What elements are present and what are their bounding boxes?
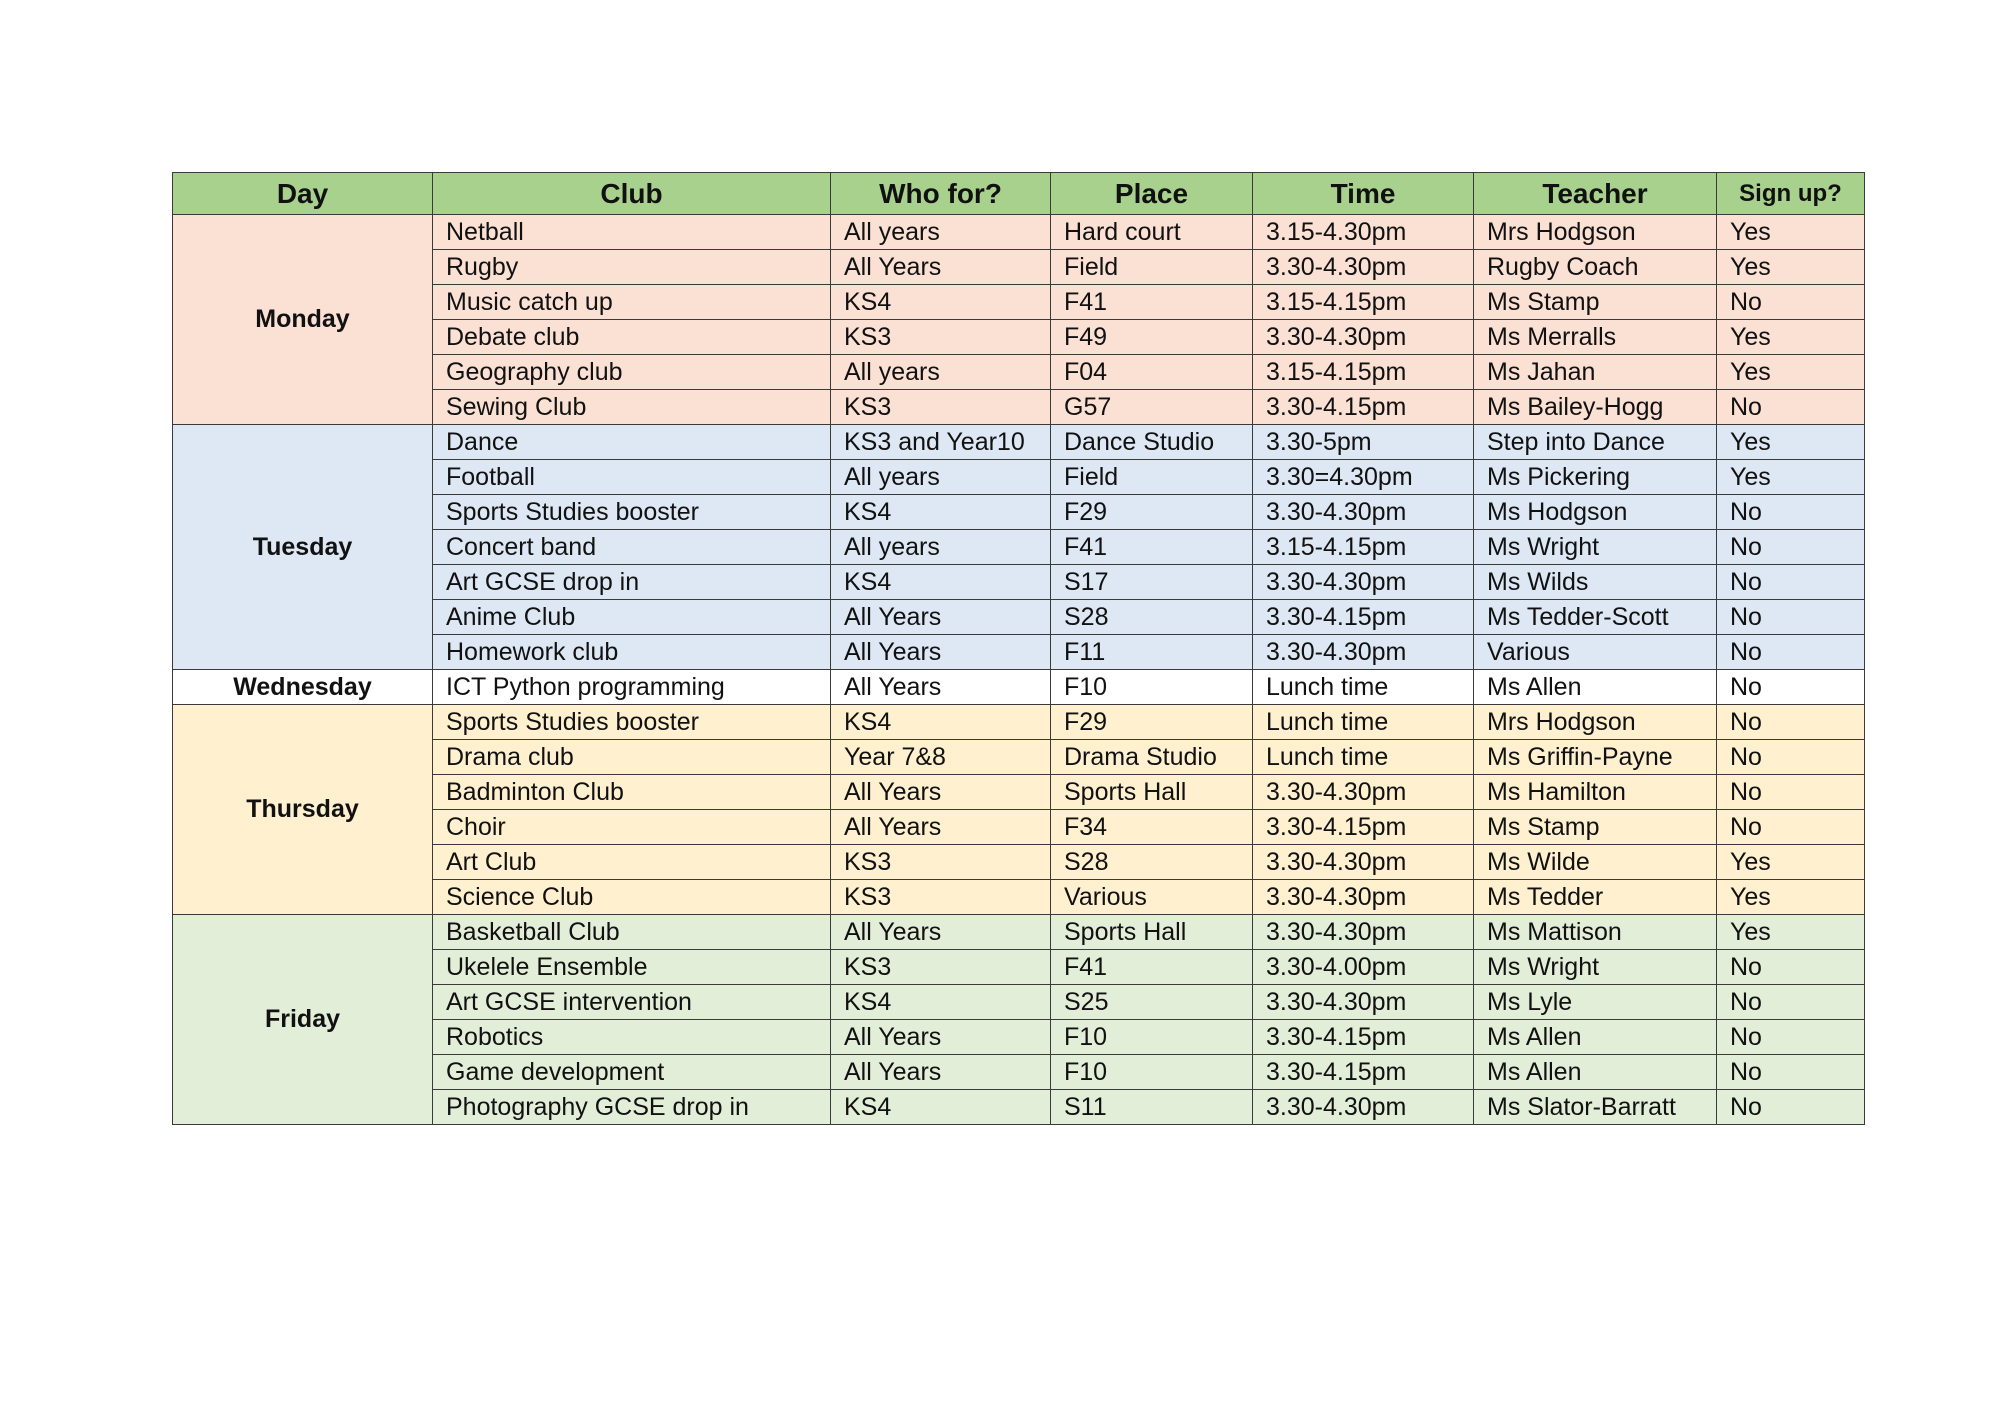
who-for-cell: All Years xyxy=(831,775,1051,810)
time-cell: 3.30-4.15pm xyxy=(1253,810,1474,845)
table-row xyxy=(173,425,1865,460)
header-club: Club xyxy=(433,173,831,215)
club-cell: Photography GCSE drop in xyxy=(433,1090,831,1125)
who-for-cell: KS4 xyxy=(831,1090,1051,1125)
who-for-cell: KS4 xyxy=(831,565,1051,600)
who-for-cell: All Years xyxy=(831,600,1051,635)
place-cell: F49 xyxy=(1051,320,1253,355)
time-cell: 3.15-4.15pm xyxy=(1253,355,1474,390)
header-who-for: Who for? xyxy=(831,173,1051,215)
teacher-cell: Ms Tedder-Scott xyxy=(1474,600,1717,635)
place-cell: Drama Studio xyxy=(1051,740,1253,775)
time-cell: 3.30-4.15pm xyxy=(1253,1055,1474,1090)
club-cell: Sports Studies booster xyxy=(433,495,831,530)
teacher-cell: Step into Dance xyxy=(1474,425,1717,460)
club-cell: Game development xyxy=(433,1055,831,1090)
teacher-cell: Ms Lyle xyxy=(1474,985,1717,1020)
teacher-cell: Ms Wilde xyxy=(1474,845,1717,880)
club-cell: Robotics xyxy=(433,1020,831,1055)
who-for-cell: KS4 xyxy=(831,495,1051,530)
sign-up-cell: Yes xyxy=(1717,355,1865,390)
sign-up-cell: No xyxy=(1717,1090,1865,1125)
sign-up-cell: No xyxy=(1717,390,1865,425)
who-for-cell: All Years xyxy=(831,670,1051,705)
teacher-cell: Ms Allen xyxy=(1474,670,1717,705)
club-cell: Football xyxy=(433,460,831,495)
club-cell: Science Club xyxy=(433,880,831,915)
time-cell: 3.30-4.30pm xyxy=(1253,985,1474,1020)
place-cell: F29 xyxy=(1051,495,1253,530)
who-for-cell: All Years xyxy=(831,635,1051,670)
time-cell: 3.15-4.15pm xyxy=(1253,285,1474,320)
club-cell: Art GCSE drop in xyxy=(433,565,831,600)
teacher-cell: Ms Allen xyxy=(1474,1055,1717,1090)
who-for-cell: KS3 and Year10 xyxy=(831,425,1051,460)
place-cell: Field xyxy=(1051,250,1253,285)
time-cell: 3.30-4.00pm xyxy=(1253,950,1474,985)
place-cell: F11 xyxy=(1051,635,1253,670)
club-cell: Drama club xyxy=(433,740,831,775)
who-for-cell: All Years xyxy=(831,915,1051,950)
place-cell: S28 xyxy=(1051,600,1253,635)
place-cell: F10 xyxy=(1051,670,1253,705)
place-cell: S11 xyxy=(1051,1090,1253,1125)
time-cell: 3.30-4.30pm xyxy=(1253,320,1474,355)
place-cell: F41 xyxy=(1051,285,1253,320)
who-for-cell: KS4 xyxy=(831,705,1051,740)
club-cell: Geography club xyxy=(433,355,831,390)
time-cell: Lunch time xyxy=(1253,705,1474,740)
sign-up-cell: Yes xyxy=(1717,250,1865,285)
header-teacher: Teacher xyxy=(1474,173,1717,215)
who-for-cell: KS3 xyxy=(831,320,1051,355)
teacher-cell: Ms Jahan xyxy=(1474,355,1717,390)
who-for-cell: KS3 xyxy=(831,845,1051,880)
teacher-cell: Ms Allen xyxy=(1474,1020,1717,1055)
club-cell: Music catch up xyxy=(433,285,831,320)
teacher-cell: Ms Wright xyxy=(1474,530,1717,565)
time-cell: Lunch time xyxy=(1253,740,1474,775)
teacher-cell: Mrs Hodgson xyxy=(1474,215,1717,250)
time-cell: 3.30-4.30pm xyxy=(1253,495,1474,530)
teacher-cell: Mrs Hodgson xyxy=(1474,705,1717,740)
teacher-cell: Ms Wright xyxy=(1474,950,1717,985)
day-cell-tuesday: Tuesday xyxy=(173,425,433,670)
time-cell: 3.30-4.30pm xyxy=(1253,565,1474,600)
time-cell: 3.15-4.30pm xyxy=(1253,215,1474,250)
club-cell: Art Club xyxy=(433,845,831,880)
time-cell: 3.30-4.30pm xyxy=(1253,915,1474,950)
teacher-cell: Rugby Coach xyxy=(1474,250,1717,285)
club-cell: Badminton Club xyxy=(433,775,831,810)
who-for-cell: All years xyxy=(831,215,1051,250)
sign-up-cell: No xyxy=(1717,705,1865,740)
time-cell: 3.30-4.15pm xyxy=(1253,1020,1474,1055)
table-row xyxy=(173,215,1865,250)
teacher-cell: Ms Stamp xyxy=(1474,810,1717,845)
place-cell: Sports Hall xyxy=(1051,775,1253,810)
header-place: Place xyxy=(1051,173,1253,215)
club-cell: Basketball Club xyxy=(433,915,831,950)
teacher-cell: Various xyxy=(1474,635,1717,670)
club-cell: Dance xyxy=(433,425,831,460)
header-time: Time xyxy=(1253,173,1474,215)
sign-up-cell: No xyxy=(1717,495,1865,530)
time-cell: 3.30-4.30pm xyxy=(1253,775,1474,810)
day-cell-wednesday: Wednesday xyxy=(173,670,433,705)
club-cell: Ukelele Ensemble xyxy=(433,950,831,985)
who-for-cell: All years xyxy=(831,355,1051,390)
sign-up-cell: Yes xyxy=(1717,215,1865,250)
teacher-cell: Ms Pickering xyxy=(1474,460,1717,495)
sign-up-cell: No xyxy=(1717,600,1865,635)
table-row xyxy=(173,670,1865,705)
place-cell: F29 xyxy=(1051,705,1253,740)
place-cell: S17 xyxy=(1051,565,1253,600)
time-cell: 3.30-4.30pm xyxy=(1253,635,1474,670)
teacher-cell: Ms Bailey-Hogg xyxy=(1474,390,1717,425)
teacher-cell: Ms Tedder xyxy=(1474,880,1717,915)
day-cell-thursday: Thursday xyxy=(173,705,433,915)
place-cell: Field xyxy=(1051,460,1253,495)
place-cell: F10 xyxy=(1051,1020,1253,1055)
teacher-cell: Ms Hamilton xyxy=(1474,775,1717,810)
club-timetable xyxy=(172,172,1865,1125)
sign-up-cell: No xyxy=(1717,810,1865,845)
time-cell: 3.30-4.30pm xyxy=(1253,880,1474,915)
place-cell: F10 xyxy=(1051,1055,1253,1090)
who-for-cell: KS3 xyxy=(831,390,1051,425)
place-cell: Various xyxy=(1051,880,1253,915)
day-cell-monday: Monday xyxy=(173,215,433,425)
time-cell: 3.30-4.15pm xyxy=(1253,390,1474,425)
sign-up-cell: No xyxy=(1717,985,1865,1020)
teacher-cell: Ms Slator-Barratt xyxy=(1474,1090,1717,1125)
place-cell: Sports Hall xyxy=(1051,915,1253,950)
who-for-cell: KS4 xyxy=(831,985,1051,1020)
who-for-cell: Year 7&8 xyxy=(831,740,1051,775)
time-cell: 3.15-4.15pm xyxy=(1253,530,1474,565)
place-cell: G57 xyxy=(1051,390,1253,425)
who-for-cell: All years xyxy=(831,460,1051,495)
time-cell: 3.30-4.30pm xyxy=(1253,1090,1474,1125)
who-for-cell: All Years xyxy=(831,250,1051,285)
sign-up-cell: No xyxy=(1717,740,1865,775)
who-for-cell: KS3 xyxy=(831,880,1051,915)
sign-up-cell: Yes xyxy=(1717,845,1865,880)
place-cell: F04 xyxy=(1051,355,1253,390)
club-cell: Netball xyxy=(433,215,831,250)
who-for-cell: All Years xyxy=(831,1055,1051,1090)
time-cell: 3.30=4.30pm xyxy=(1253,460,1474,495)
time-cell: 3.30-4.30pm xyxy=(1253,845,1474,880)
place-cell: F41 xyxy=(1051,530,1253,565)
teacher-cell: Ms Hodgson xyxy=(1474,495,1717,530)
table-row xyxy=(173,705,1865,740)
teacher-cell: Ms Mattison xyxy=(1474,915,1717,950)
sign-up-cell: Yes xyxy=(1717,915,1865,950)
time-cell: Lunch time xyxy=(1253,670,1474,705)
teacher-cell: Ms Griffin-Payne xyxy=(1474,740,1717,775)
club-cell: Sports Studies booster xyxy=(433,705,831,740)
teacher-cell: Ms Stamp xyxy=(1474,285,1717,320)
club-cell: ICT Python programming xyxy=(433,670,831,705)
teacher-cell: Ms Wilds xyxy=(1474,565,1717,600)
place-cell: S28 xyxy=(1051,845,1253,880)
sign-up-cell: No xyxy=(1717,1055,1865,1090)
header-day: Day xyxy=(173,173,433,215)
time-cell: 3.30-4.15pm xyxy=(1253,600,1474,635)
sign-up-cell: No xyxy=(1717,1020,1865,1055)
place-cell: F34 xyxy=(1051,810,1253,845)
sign-up-cell: No xyxy=(1717,775,1865,810)
place-cell: F41 xyxy=(1051,950,1253,985)
sign-up-cell: No xyxy=(1717,950,1865,985)
sign-up-cell: Yes xyxy=(1717,460,1865,495)
sign-up-cell: No xyxy=(1717,635,1865,670)
club-cell: Rugby xyxy=(433,250,831,285)
club-cell: Art GCSE intervention xyxy=(433,985,831,1020)
time-cell: 3.30-4.30pm xyxy=(1253,250,1474,285)
place-cell: S25 xyxy=(1051,985,1253,1020)
club-cell: Anime Club xyxy=(433,600,831,635)
who-for-cell: All years xyxy=(831,530,1051,565)
who-for-cell: All Years xyxy=(831,1020,1051,1055)
day-cell-friday: Friday xyxy=(173,915,433,1125)
sign-up-cell: No xyxy=(1717,670,1865,705)
club-cell: Homework club xyxy=(433,635,831,670)
sign-up-cell: No xyxy=(1717,285,1865,320)
time-cell: 3.30-5pm xyxy=(1253,425,1474,460)
place-cell: Dance Studio xyxy=(1051,425,1253,460)
table-body xyxy=(173,215,1865,1125)
who-for-cell: KS3 xyxy=(831,950,1051,985)
sign-up-cell: Yes xyxy=(1717,880,1865,915)
sign-up-cell: No xyxy=(1717,565,1865,600)
teacher-cell: Ms Merralls xyxy=(1474,320,1717,355)
sign-up-cell: No xyxy=(1717,530,1865,565)
club-cell: Debate club xyxy=(433,320,831,355)
club-cell: Concert band xyxy=(433,530,831,565)
who-for-cell: KS4 xyxy=(831,285,1051,320)
header-sign-up: Sign up? xyxy=(1717,173,1865,215)
club-cell: Choir xyxy=(433,810,831,845)
place-cell: Hard court xyxy=(1051,215,1253,250)
table-row xyxy=(173,915,1865,950)
header-row xyxy=(173,173,1865,215)
sign-up-cell: Yes xyxy=(1717,425,1865,460)
sign-up-cell: Yes xyxy=(1717,320,1865,355)
club-cell: Sewing Club xyxy=(433,390,831,425)
who-for-cell: All Years xyxy=(831,810,1051,845)
